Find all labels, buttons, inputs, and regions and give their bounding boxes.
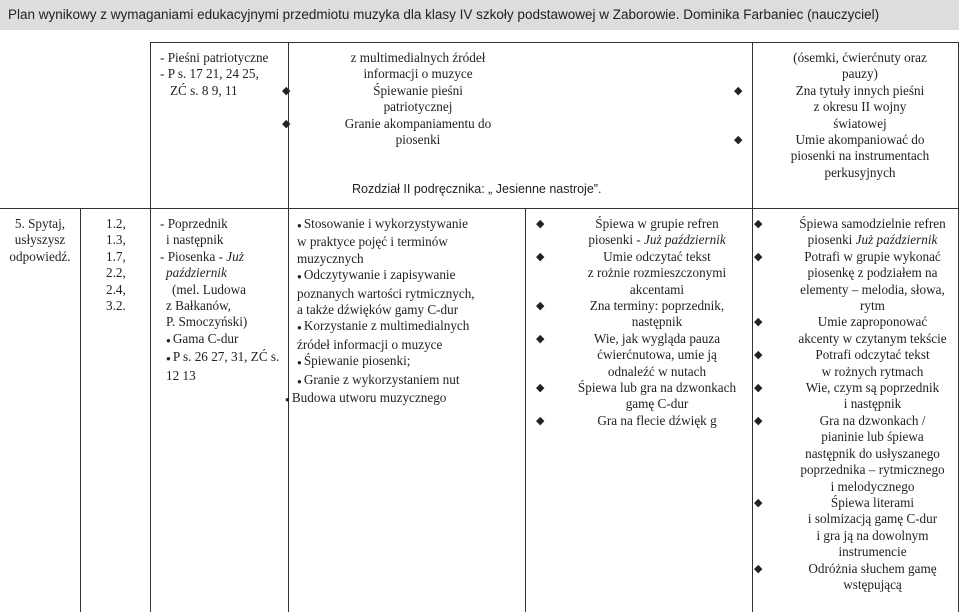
basic-requirements: ◆ Śpiewa w grupie refren piosenki - Już październik ◆ Umie odczytać tekst z rożnie rozmieszczonymi akcentami ◆ Zna terminy: poprzednik, następnik ◆ Wie, jak wygląda pauza ćwierćnutowa, umie ją odnaleźć w nutach ◆ Śpiewa lub gra na dzwonkach gamę C-dur ◆ Gra na flecie dźwięk g [572, 216, 742, 429]
top-materials: - Pieśni patriotyczne - P s. 17 21, 24 25, ZĆ s. 8 9, 11 [160, 50, 269, 98]
lesson-topic: 5. Spytaj, usłyszysz odpowiedź. [9, 216, 71, 264]
curriculum-codes: 1.2, 1.3, 1.7, 2.2, 2.4, 3.2. [106, 216, 126, 314]
table-border [150, 42, 959, 43]
top-activities: z multimedialnych źródeł informacji o muzyce ◆ Śpiewanie pieśni patriotycznej ◆ Granie akompaniamentu do piosenki [318, 50, 518, 148]
top-requirements: (ósemki, ćwierćnuty oraz pauzy) ◆ Zna tytuły innych pieśni z okresu II wojny światowej ◆ Umie akompaniować do piosenki na instrumentach perkusyjnych [770, 50, 950, 181]
lesson-content: ● Stosowanie i wykorzystywanie w praktyce pojęć i terminów muzycznych ● Odczytywanie i zapisywanie poznanych wartości rytmicznych, a także dźwięków gamy C-dur ● Korzystanie z multimedialnych źródeł informacji o muzyce ● Śpiewanie piosenki; ● Granie z wykorzystaniem nut ● Budowa utworu muzycznego [285, 216, 475, 406]
page-header: Plan wynikowy z wymaganiami edukacyjnymi przedmiotu muzyka dla klasy IV szkoły podstawowej w Zaborowie. Dominika Farbaniec (nauczyciel) [0, 0, 959, 30]
table-border [80, 208, 81, 612]
section-title: Rozdział II podręcznika: „ Jesienne nastroje”. [352, 182, 602, 196]
lesson-materials: - Poprzednik i następnik - Piosenka - Już październik (mel. Ludowa z Bałkanów, P. Smoczyński) ● Gama C-dur ● P s. 26 27, 31, ZĆ s. 12 13 [160, 216, 280, 383]
table-border [752, 42, 753, 612]
extended-requirements: ◆ Śpiewa samodzielnie refren piosenki Już październik ◆ Potrafi w grupie wykonać piosenkę z podziałem na elementy – melodia, słowa, rytm ◆ Umie zaproponować akcenty w czytanym tekście ◆ Potrafi odczytać tekst w rożnych rytmach ◆ Wie, czym są poprzednik i następnik ◆ Gra na dzwonkach / pianinie lub śpiewa następnik do usłyszanego poprzednika – rytmicznego i melodycznego ◆ Śpiewa literami i solmizacją gamę C-dur i gra ją na dowolnym instrumencie ◆ Odróżnia słuchem gamę wstępującą [790, 216, 955, 593]
table-border [0, 208, 959, 209]
table-border [150, 42, 151, 612]
table-border [525, 208, 526, 612]
